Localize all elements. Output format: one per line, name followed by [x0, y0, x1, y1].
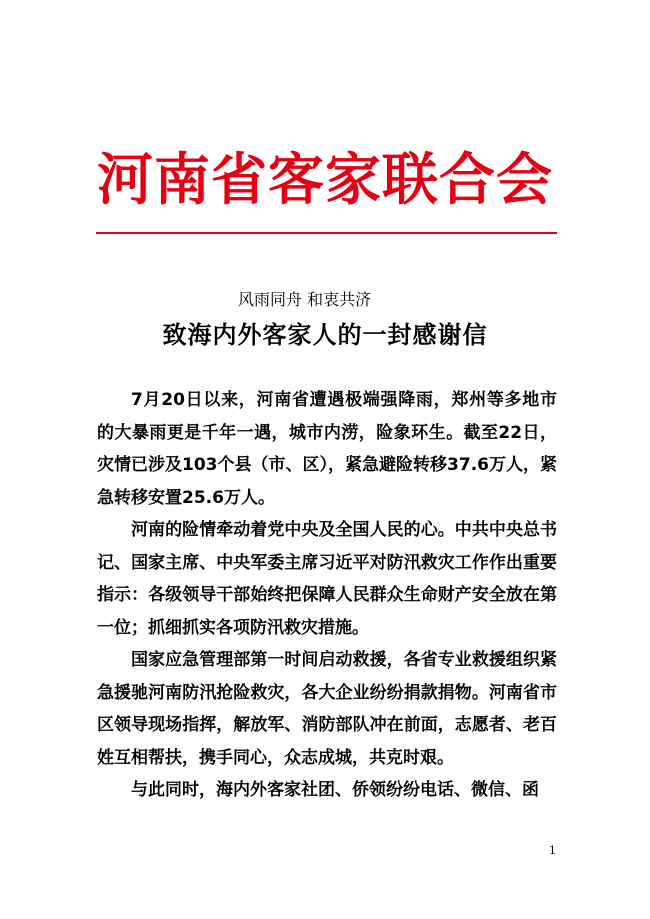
paragraph-2: 河南的险情牵动着党中央及全国人民的心。中共中央总书记、国家主席、中央军委主席习近平对防汛救灾工作作出重要指示：各级领导干部始终把保障人民群众生命财产安全放在第一位；抓细抓实各项防汛救灾措施。 [97, 520, 557, 638]
letter-subtitle: 风雨同舟 和衷共济 [238, 290, 372, 309]
letter-title: 致海内外客家人的一封感谢信 [162, 321, 488, 349]
paragraph-4: 与此同时，海内外客家社团、侨领纷纷电话、微信、函 [131, 780, 539, 800]
page-number: 1 [549, 844, 556, 857]
organization-header: 河南省客家联合会 [97, 148, 553, 213]
header-divider [96, 232, 557, 234]
paragraph-3: 国家应急管理部第一时间启动救援，各省专业救援组织紧急援驰河南防汛抢险救灾，各大企业纷纷捐款捐物。河南省市区领导现场指挥，解放军、消防部队冲在前面，志愿者、老百姓互相帮扶，携手同心，众志成城，共克时艰。 [97, 650, 557, 768]
paragraph-1: 7月20日以来，河南省遭遇极端强降雨，郑州等多地市的大暴雨更是千年一遇，城市内涝，险象环生。截至22日，灾情已涉及103个县（市、区），紧急避险转移37.6万人，紧急转移安置25.6万人。 [97, 390, 557, 508]
letter-body [97, 384, 557, 807]
